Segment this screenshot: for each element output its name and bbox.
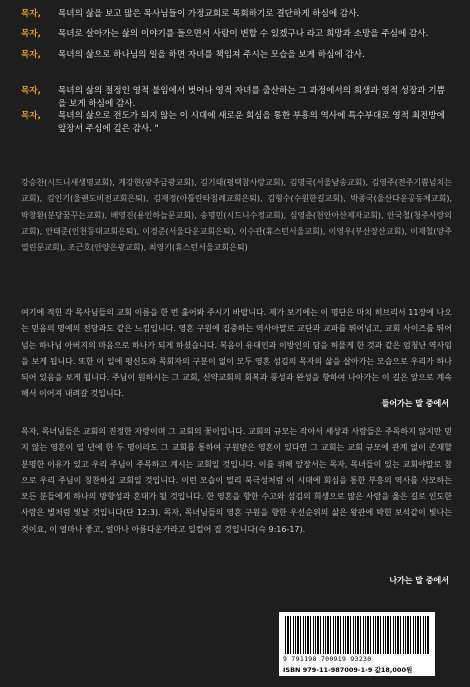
intro-excerpt: 여기에 적힌 각 목사님들의 교회 이름을 한 번 훑어봐 주시기 바랍니다. 제가 보기에는 이 명단은 마치 히브리서 11장에 나오는 믿음의 명예의 전당과도 같은 느낌입니다. 영혼 구원에 집중하는 역사아말로 교단과 교파를 뛰어넘고, 교회 사이즈를 뛰어넘는 하나님 아버지의 마음으로 하나가 되게 하셨습니다. 복음이 유대인과 이방인의 담을 허물게 한 것과 같은 엄청난 역사임을 보게 됩니다. 또한 이 일에 평신도와 목회자의 구분이 없이 모두 영혼 섬김의 목자의 삶을 살아가는 모습으로 우리가 하나 되어 있음을 보게 됩니다. 주님이 원하시는 그 교회, 신약교회의 회복과 풍성과 완성을 향하여 나아가는 이 길은 앞으로 계속해서 이어져 내려갈 것입니다. <box>21 308 452 399</box>
intro-source: 들어가는 말 중에서 <box>381 399 449 408</box>
thanks-item <box>0 28 446 41</box>
thanks-text: 목녀의 삶으로 하나님의 일을 하면 자녀를 책임져 주시는 모습을 보게 하심에 감사. <box>58 50 365 60</box>
thanks-label: 목자, <box>21 9 41 19</box>
thanks-label: 목자, <box>21 29 41 39</box>
thanks-item <box>0 110 470 136</box>
thanks-text: 목녀로 살아가는 삶의 이야기를 들으면서 사람이 변할 수 있겠구나 라고 희망과 소망을 주심에 감사. <box>58 29 429 39</box>
closing-excerpt: 목자, 목녀님들은 교회의 진정한 자랑이며 그 교회의 꽃이입니다. 교회의 규모는 작아서 세상과 사람들은 주목하지 않지만 믿지 않는 영혼이 일 년에 한 두 명이라도 그 교회를 통하여 구원받은 영혼이 있다면 그 교회는 교회 규모에 관계 없이 존재할 분명한 이유가 있고 우리 주님이 주목하고 계시는 교회일 것입니다. 이를 위해 앞장서는 목자, 목녀들이 있는 교회야말로 참으로 우리 주님이 칭찬하실 교회일 것입니다. 이런 모습이 멀리 북극성처럼 이 시대에 회심을 통한 부흥의 역사를 사모하는 모든 분들에게 하나의 방향성과 혼대가 될 것입니다. 한 영혼을 향한 수고와 섬김의 희생으로 많은 사람을 옳은 길로 인도한 사람은 별처럼 빛날 것입니다(단 12:3). 목자, 목녀님들의 영혼 구원을 향한 우선순위의 삶은 왕관에 박힌 보석같이 빛나는 것이요, 이 얼마나 좋고, 얼마나 아름다운가라고 일컬어 질 것입니다(슥 9:16-17). <box>21 427 452 534</box>
isbn: ISBN 979-11-987009-1-9 <box>283 666 373 674</box>
barcode-box <box>279 612 435 676</box>
pastor-names: 강승찬(시드니새생명교회), 계강현(광주금광교회), 김기태(평택참사랑교회), 김명국(서울남송교회), 김영주(전주기쁨넘치는교회), 김인기(울랜도비전교회은퇴), 김재정(아틀란타침례교회은퇴), 김형수(수원한길교회), 박종국(울산다운공동체교회), 박창환(분당꿈꾸는교회), 배영진(용인하늘문교회), 송명민(시드니수정교회), 심영춘(천안아산제자교회), 안국철(청주사랑의교회), 안태준(인천등대교회은퇴), 이경준(서울다운교회은퇴), 이수관(휴스턴서울교회), 이영우(부산장산교회), 이재철(양주열린문교회), 조근호(안양은광교회), 최영기(휴스턴서울교회은퇴) <box>21 178 452 253</box>
thanks-label: 목자, <box>21 111 41 121</box>
thanks-text: 목녀의 삶으로 전도가 되지 않는 이 시대에 새로운 회심을 통한 부흥의 역사에 특수부대로 영적 최전방에 앞장서 주심에 깊은 감사. " <box>58 111 445 134</box>
thanks-text: 목녀의 삶의 절정인 영적 불임에서 벗어나 영적 자녀를 출산하는 그 과정에서의 희생과 영적 성장과 기쁨을 보게 하심에 감사. <box>58 86 445 109</box>
thanks-item <box>0 49 383 62</box>
isbn-line <box>283 665 412 674</box>
barcode-digits: 9 791198 700919 93230 <box>283 655 372 663</box>
thanks-item <box>0 85 470 111</box>
closing-source: 나가는 말 중에서 <box>389 576 449 585</box>
barcode-icon <box>285 616 429 654</box>
thanks-item <box>0 8 377 21</box>
price: 값18,000원 <box>374 666 413 674</box>
thanks-label: 목자, <box>21 86 41 96</box>
thanks-label: 목자, <box>21 50 41 60</box>
thanks-text: 목녀의 삶을 보고 많은 목사님들이 가정교회로 목회하기로 결단하게 하심에 감사. <box>58 9 360 19</box>
